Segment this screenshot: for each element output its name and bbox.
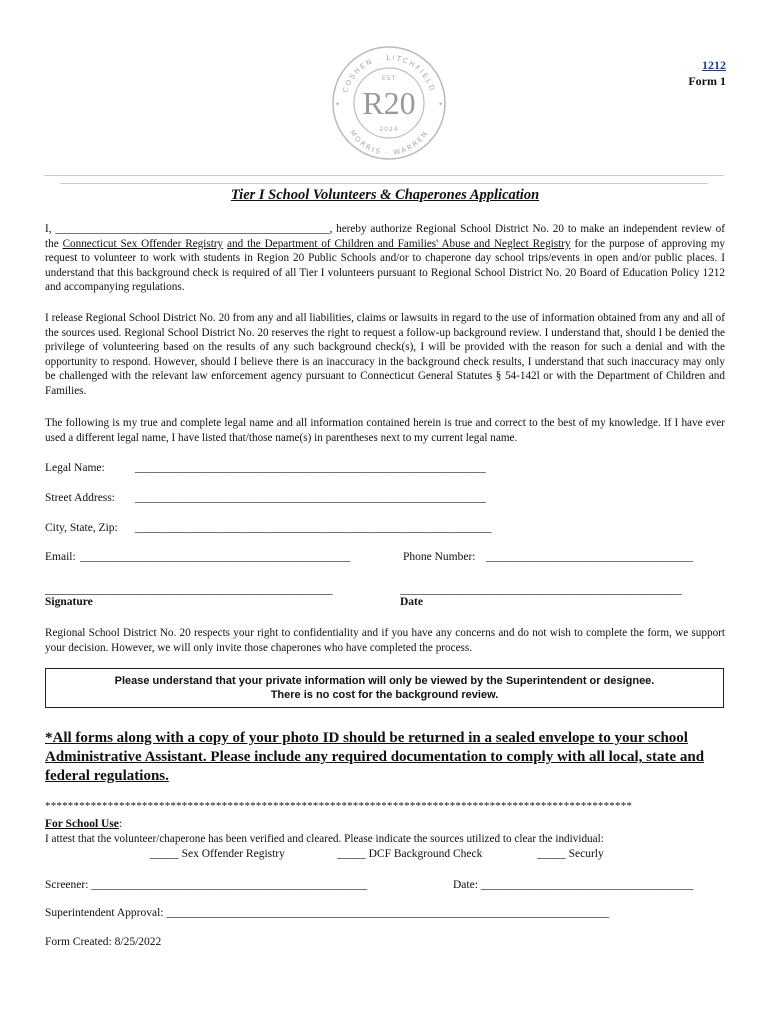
date-label: Date [400,596,423,608]
securly-check[interactable]: _____ Securly [537,848,604,860]
policy-number-link[interactable]: 1212 [702,58,726,72]
email-field[interactable]: _______________________________________________ [80,551,351,563]
privacy-notice-box [45,668,724,708]
date-field[interactable]: _________________________________________________ [400,584,682,596]
attestation-paragraph: The following is my true and complete legal name and all information contained herein is true and correct to the best of my knowledge. If I have ever used a different legal name, I have listed that/those name(s) in parentheses next to my current legal name. [45,417,725,444]
release-paragraph: I release Regional School District No. 20 from any and all liabilities, claims or lawsuits in regard to the use of information obtained from any and all of the sources used. Regional School District No. 20 reserves the right to request a follow-up background review. I understand that, should I be denied the privilege of volunteering based on the results of any such background check(s), I will be provided with the reason for such a denial and with the opportunity to respond. However, should I believe there is an inaccuracy in the background check results, I understand that such inaccuracy may only be challenged with the relevant law enforcement agency pursuant to Connecticut General Statutes § 54-142l or with the Department of Children and Families. [45,312,725,397]
street-address-field[interactable]: _____________________________________________________________ [135,492,486,504]
page-title: Tier I School Volunteers & Chaperones Application [230,187,540,203]
form-created-date: Form Created: 8/25/2022 [45,936,162,948]
school-date-field[interactable]: Date: _____________________________________ [453,879,694,891]
superintendent-approval-field[interactable]: Superintendent Approval: _____________________________________________________________________________ [45,907,610,919]
form-number: Form 1 [688,74,726,88]
phone-field[interactable]: ____________________________________ [486,551,693,563]
sex-offender-registry-link: Connecticut Sex Offender Registry [62,237,224,250]
district-logo [330,44,448,162]
signature-field[interactable]: __________________________________________________ [45,584,333,596]
legal-name-field[interactable]: _____________________________________________________________ [135,462,486,474]
sex-offender-check[interactable]: _____ Sex Offender Registry [150,848,285,860]
logo-arc-bottom: MORRIS · WARREN [347,128,431,158]
separator-stars: ******************************************************************************************************* [45,800,633,812]
svg-text:✦: ✦ [335,102,341,108]
submission-instruction: *All forms along with a copy of your photo ID should be returned in a sealed envelope to your school Administrative Assistant. Please include any required documentation to comply with all local, state and federal regulations. [45,730,705,784]
street-address-label: Street Address: [45,492,115,504]
school-use-heading: For School Use [45,818,119,830]
header-rule-inner [60,183,708,184]
legal-name-label: Legal Name: [45,462,105,474]
svg-text:✦: ✦ [438,102,444,108]
header-rule [44,175,724,176]
dcf-registry-link: and the Department of Children and Families' Abuse and Neglect Registry [227,237,571,250]
attest-line: I attest that the volunteer/chaperone has been verified and cleared. Please indicate the sources utilized to clear the individual: [45,833,604,845]
logo-year: 2024 [379,126,399,133]
logo-mark: R20 [362,85,416,121]
logo-arc-top: COSHEN · LITCHFIELD [341,53,437,94]
dcf-check[interactable]: _____ DCF Background Check [337,848,483,860]
city-state-zip-label: City, State, Zip: [45,522,118,534]
screener-field[interactable]: Screener: ________________________________________________ [45,879,368,891]
email-label: Email: [45,551,76,563]
signature-label: Signature [45,596,93,608]
city-state-zip-field[interactable]: ______________________________________________________________ [135,522,492,534]
privacy-notice-line1: Please understand that your private information will only be viewed by the Superintendent or designee. [114,675,655,687]
phone-label: Phone Number: [403,551,476,563]
confidentiality-paragraph: Regional School District No. 20 respects your right to confidentiality and if you have any concerns and do not wish to complete the form, we support your decision. However, we will only invite those chaperones who have completed the process. [45,627,725,654]
authorization-paragraph: I, _________________________________________________, hereby authorize Regional School District No. 20 to make an independent review of the Connecticut Sex Offender Registry and the Department of Children and Families' Abuse and Neglect Registry for the purpose of approving my request to volunteer to work with students in Region 20 Public Schools and/or to chaperone day school trips/events in open and/or public places. I understand that this background check is required of all Tier I volunteers pursuant to Regional School District No. 20 Board of Education Policy 1212 and accompanying regulations. [45,223,726,294]
logo-est: EST [381,75,397,82]
privacy-notice-line2: There is no cost for the background review. [270,689,499,701]
